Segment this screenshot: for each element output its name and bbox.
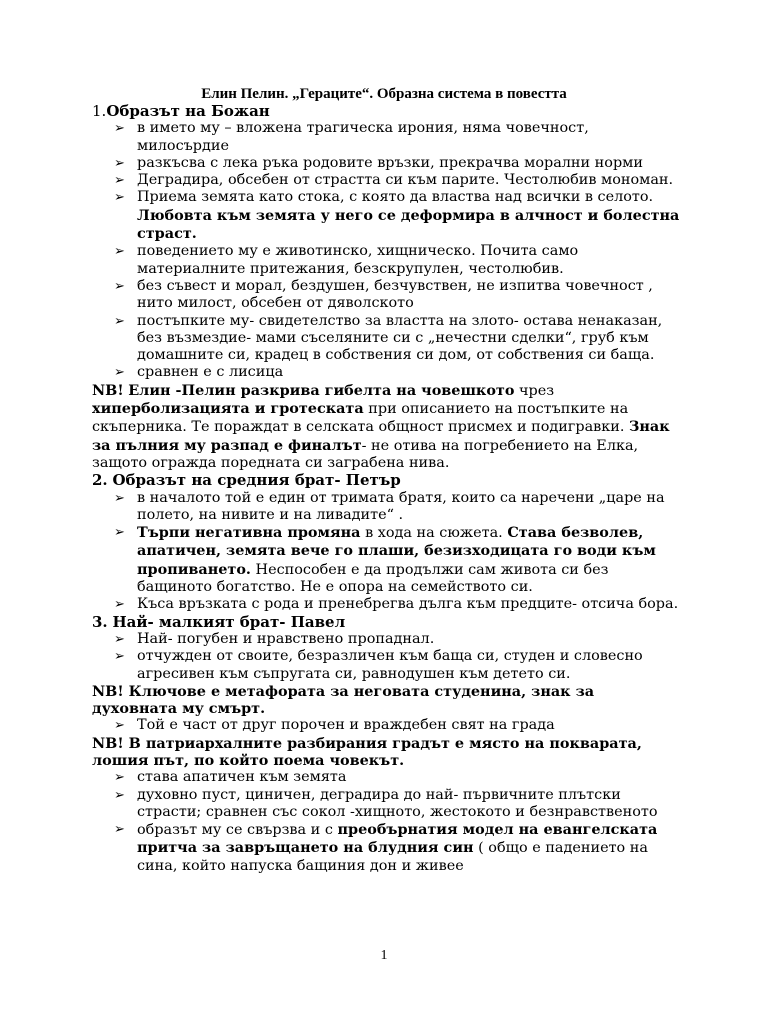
section-1-number: 1. — [92, 102, 107, 120]
nb-label: NB! — [92, 734, 124, 752]
nb-label: NB! — [92, 682, 124, 700]
section-3-title: Най- малкият брат- Павел — [112, 612, 346, 631]
list-item: ➢ Къса връзката с рода и пренебрегва дълга към предците- отсича бора. — [137, 596, 682, 613]
nb-text: чрез — [519, 382, 555, 399]
list-item-text: Неспособен е да продължи сам живота си без бащиното богатство. Не е опора на семейството си. — [137, 561, 609, 596]
section-1-list — [92, 120, 682, 381]
list-item: ➢ без съвест и морал, бездушен, безчувствен, не изпитва човечност , нито милост, обсебен от дяволското — [137, 278, 682, 313]
list-item-emphasis: Любовта към земята у него се деформира в алчност и болестна страст. — [137, 206, 680, 243]
list-item-text: Приема земята като стока, с която да властва над всички в селото. — [137, 189, 654, 206]
section-3-list — [92, 631, 682, 683]
section-3-number: 3. — [92, 612, 108, 631]
list-item-text: ( общо е падението на сина, който напуска бащиния дон и живее — [137, 840, 648, 874]
section-2-title: Образът на средния брат- Петър — [112, 471, 401, 490]
list-item-emphasis: преобърнатия модел на евангелската притча за завръщането на блудния син — [137, 821, 658, 857]
section-3-heading — [92, 614, 682, 631]
list-item-emphasis: Става безволев, апатичен, земята вече го плаши, безизходицата го води към пропиването. — [137, 524, 656, 578]
section-2-number: 2. — [92, 471, 108, 490]
list-item: ➢ сравнен е с лисица — [137, 364, 682, 381]
nb-label: NB! — [92, 381, 124, 399]
section-2-heading — [92, 472, 682, 489]
nb-paragraph-2 — [92, 683, 682, 718]
nb-emphasis: Елин -Пелин разкрива гибелта на човешкото — [128, 381, 515, 399]
nb-emphasis: Знак за пълния му разпад е финалът — [92, 418, 670, 454]
nb-paragraph-3 — [92, 735, 682, 770]
list-item-text: образът му се свързва и с — [137, 822, 333, 839]
document-title: Елин Пелин. „Гераците“. Образна система в повестта — [201, 86, 567, 102]
list-item: ➢ Най- погубен и нравствено пропаднал. — [137, 631, 682, 648]
nb-text: Ключове е метафората за неговата студенина, знак за духовната му смърт. — [92, 682, 595, 718]
list-item: ➢ Деградира, обсебен от страстта си към парите. Честолюбив мономан. — [137, 172, 682, 189]
document-body — [92, 103, 682, 875]
section-1-title: Образът на Божан — [106, 102, 270, 120]
list-item — [137, 524, 682, 596]
list-item: ➢ отчужден от своите, безразличен към баща си, студен и словесно агресивен към съпругата си, равнодушен към детето си. — [137, 648, 682, 683]
page-number: 1 — [380, 948, 388, 963]
section-3c-list — [92, 769, 682, 875]
list-item: ➢ разкъсва с лека ръка родовите връзки, прекрачва морални норми — [137, 155, 682, 172]
list-item-emphasis: Търпи негативна промяна — [137, 524, 361, 542]
nb-text: В патриархалните разбирания градът е място на покварата, лошия път, по който поема човекът. — [92, 734, 642, 769]
list-item: ➢ постъпките му- свидетелство за властта на злото- остава ненаказан, без възмездие- мами съселяните си с „нечестни сделки“, груб към домашните си, крадец в собствения си дом, от собствения си баща. — [137, 313, 682, 365]
list-item: ➢ поведението му е животинско, хищническо. Почита само материалните притежания, безскрупулен, честолюбив. — [137, 243, 682, 278]
list-item: ➢ става апатичен към земята — [137, 769, 682, 786]
section-1-heading — [92, 103, 682, 120]
list-item: ➢ в началото той е един от тримата братя, които са наречени „царе на полето, на нивите и на ливадите“ . — [137, 490, 682, 525]
list-item: ➢ духовно пуст, циничен, деградира до най- първичните плътски страсти; сравнен със сокол -хищното, жестокото и безнравственото — [137, 787, 682, 822]
nb-emphasis: хиперболизацията и гротеската — [92, 400, 364, 418]
section-2-list — [92, 490, 682, 614]
list-item-text: в хода на сюжета. — [365, 525, 503, 542]
nb-text: при описанието на постъпките на скъперника. Те пораждат в селската общност присмех и подигравки. — [92, 401, 629, 436]
list-item — [137, 821, 682, 875]
nb-paragraph-1 — [92, 382, 682, 472]
list-item — [137, 189, 682, 243]
list-item: ➢ в името му – вложена трагическа ирония, няма човечност, милосърдие — [137, 120, 682, 155]
list-item: ➢ Той е част от друг порочен и враждебен свят на града — [137, 717, 682, 734]
section-3b-list — [92, 717, 682, 734]
nb-text: - не отива на погребението на Елка, защото огражда поредната си заграбена нива. — [92, 437, 639, 471]
